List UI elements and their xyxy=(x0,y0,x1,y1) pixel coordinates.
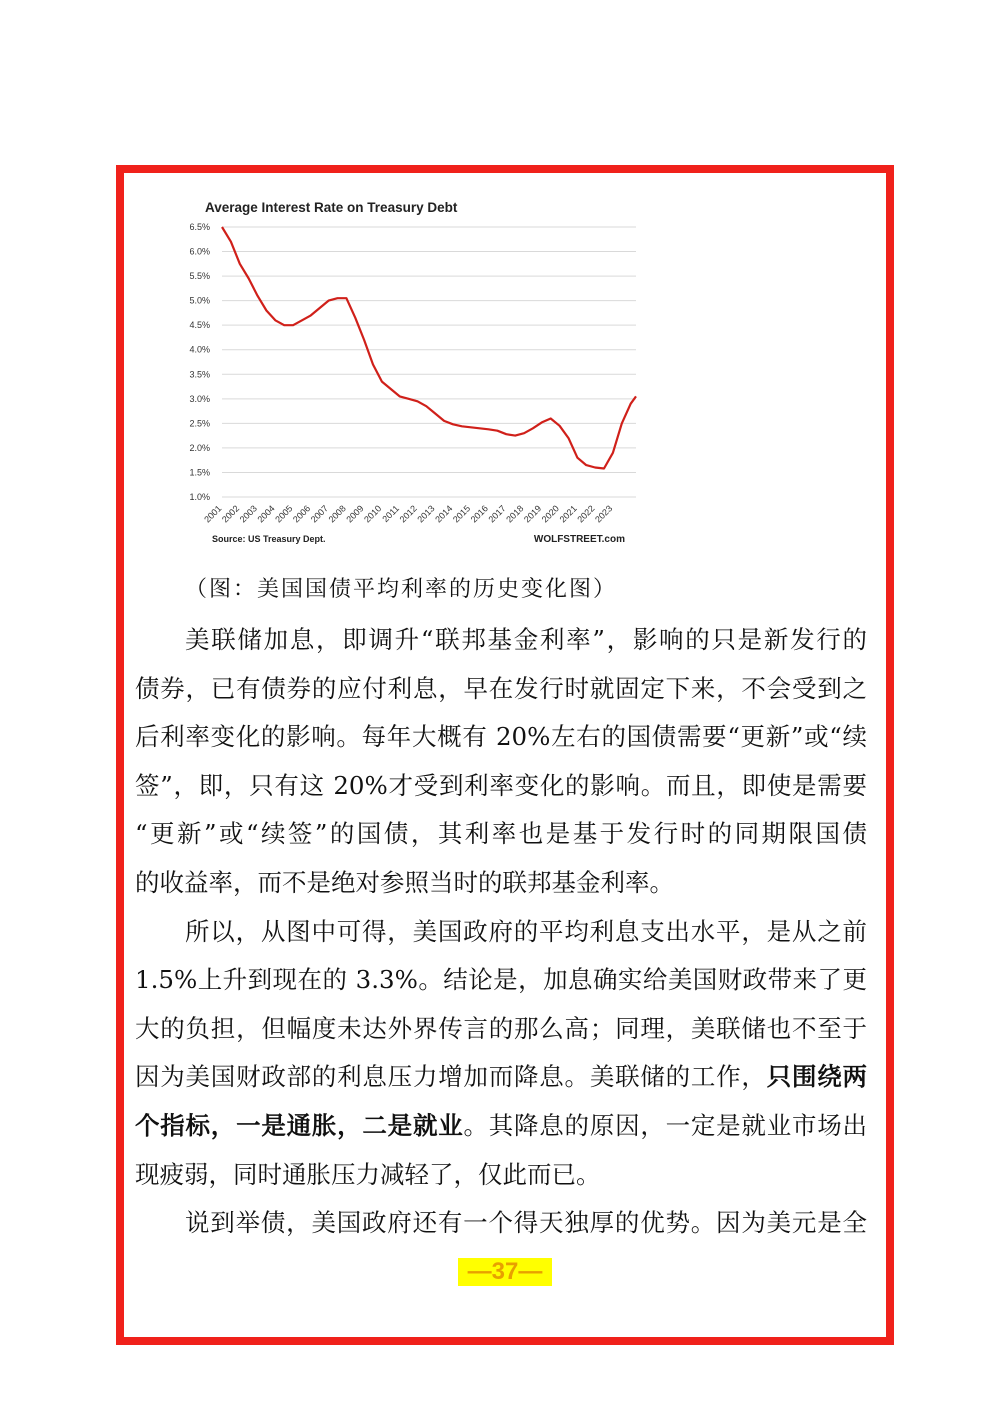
x-tick-label: 2017 xyxy=(486,503,508,525)
text-normal: 因为美国财政部的利息压力增加而降息。美联储的工作， xyxy=(135,1062,767,1092)
x-tick-label: 2003 xyxy=(237,503,259,525)
y-tick-labels xyxy=(189,222,210,502)
paragraph-line: 说到举债，美国政府还有一个得天独厚的优势。因为美元是全 xyxy=(185,1208,867,1238)
x-tick-label: 2011 xyxy=(380,503,402,525)
text-normal: 。其降息的原因，一定是就业市场出 xyxy=(463,1110,868,1140)
x-tick-label: 2014 xyxy=(433,503,455,525)
text-bold: 只围绕两 xyxy=(766,1062,868,1092)
paragraph-line: 1.5%上升到现在的 3.3%。结论是，加息确实给美国财政带来了更 xyxy=(135,965,867,995)
text-bold: 个指标，一是通胀，二是就业 xyxy=(135,1110,464,1140)
figure-caption: （图：美国国债平均利率的历史变化图） xyxy=(185,577,618,602)
x-tick-label: 2010 xyxy=(362,503,384,525)
x-tick-label: 2006 xyxy=(291,503,313,525)
y-tick-label: 2.0% xyxy=(189,442,210,453)
x-tick-label: 2015 xyxy=(450,503,473,525)
x-tick-label: 2004 xyxy=(255,503,277,525)
x-tick-labels xyxy=(202,503,614,524)
y-tick-label: 3.0% xyxy=(189,393,210,404)
x-tick-label: 2009 xyxy=(344,503,366,525)
chart-source: Source: US Treasury Dept. xyxy=(212,534,326,544)
y-tick-label: 4.5% xyxy=(189,320,210,331)
x-tick-label: 2018 xyxy=(504,503,526,525)
x-tick-label: 2021 xyxy=(557,503,579,525)
paragraph-line: 后利率变化的影响。每年大概有 20%左右的国债需要“更新”或“续 xyxy=(135,722,867,752)
chart-grid xyxy=(222,227,636,497)
page-number: —37— xyxy=(458,1258,552,1286)
x-tick-label: 2023 xyxy=(593,503,615,525)
paragraph-line: 现疲弱，同时通胀压力减轻了，仅此而已。 xyxy=(135,1159,601,1189)
paragraph-line: 所以，从图中可得，美国政府的平均利息支出水平，是从之前 xyxy=(185,916,867,946)
x-tick-label: 2013 xyxy=(415,503,437,525)
paragraph-line: 债券，已有债券的应付利息，早在发行时就固定下来，不会受到之 xyxy=(135,673,867,703)
chart-title: Average Interest Rate on Treasury Debt xyxy=(205,200,458,215)
paragraph-line: 大的负担，但幅度未达外界传言的那么高；同理，美联储也不至于 xyxy=(135,1013,867,1043)
body-text xyxy=(135,616,867,1248)
y-tick-label: 5.0% xyxy=(189,295,210,306)
paragraph-line: 签”，即，只有这 20%才受到利率变化的影响。而且，即使是需要 xyxy=(135,770,867,800)
interest-rate-chart xyxy=(180,190,650,555)
x-tick-label: 2012 xyxy=(397,503,419,525)
x-tick-label: 2019 xyxy=(522,503,544,525)
x-tick-label: 2001 xyxy=(202,503,224,525)
paragraph-line: 的收益率，而不是绝对参照当时的联邦基金利率。 xyxy=(135,867,674,897)
x-tick-label: 2022 xyxy=(575,503,597,525)
x-tick-label: 2020 xyxy=(539,503,562,525)
y-tick-label: 1.0% xyxy=(189,492,210,502)
y-tick-label: 5.5% xyxy=(189,271,210,282)
paragraph-line: 美联储加息，即调升“联邦基金利率”，影响的只是新发行的 xyxy=(185,625,867,654)
x-tick-label: 2005 xyxy=(273,503,295,525)
x-tick-label: 2008 xyxy=(326,503,348,525)
paragraph-line xyxy=(135,1053,867,1102)
series-line xyxy=(222,227,636,469)
chart-watermark: WOLFSTREET.com xyxy=(533,534,625,545)
y-tick-label: 1.5% xyxy=(189,467,210,478)
y-tick-label: 6.5% xyxy=(189,222,210,232)
paragraph-line: “更新”或“续签”的国债，其利率也是基于发行时的同期限国债 xyxy=(135,819,867,849)
paragraph-line xyxy=(135,1102,867,1151)
x-tick-label: 2016 xyxy=(468,503,490,525)
y-tick-label: 6.0% xyxy=(189,246,210,257)
y-tick-label: 4.0% xyxy=(189,344,210,355)
x-tick-label: 2002 xyxy=(219,503,242,525)
y-tick-label: 2.5% xyxy=(189,418,210,429)
y-tick-label: 3.5% xyxy=(189,369,210,380)
x-tick-label: 2007 xyxy=(308,503,331,525)
